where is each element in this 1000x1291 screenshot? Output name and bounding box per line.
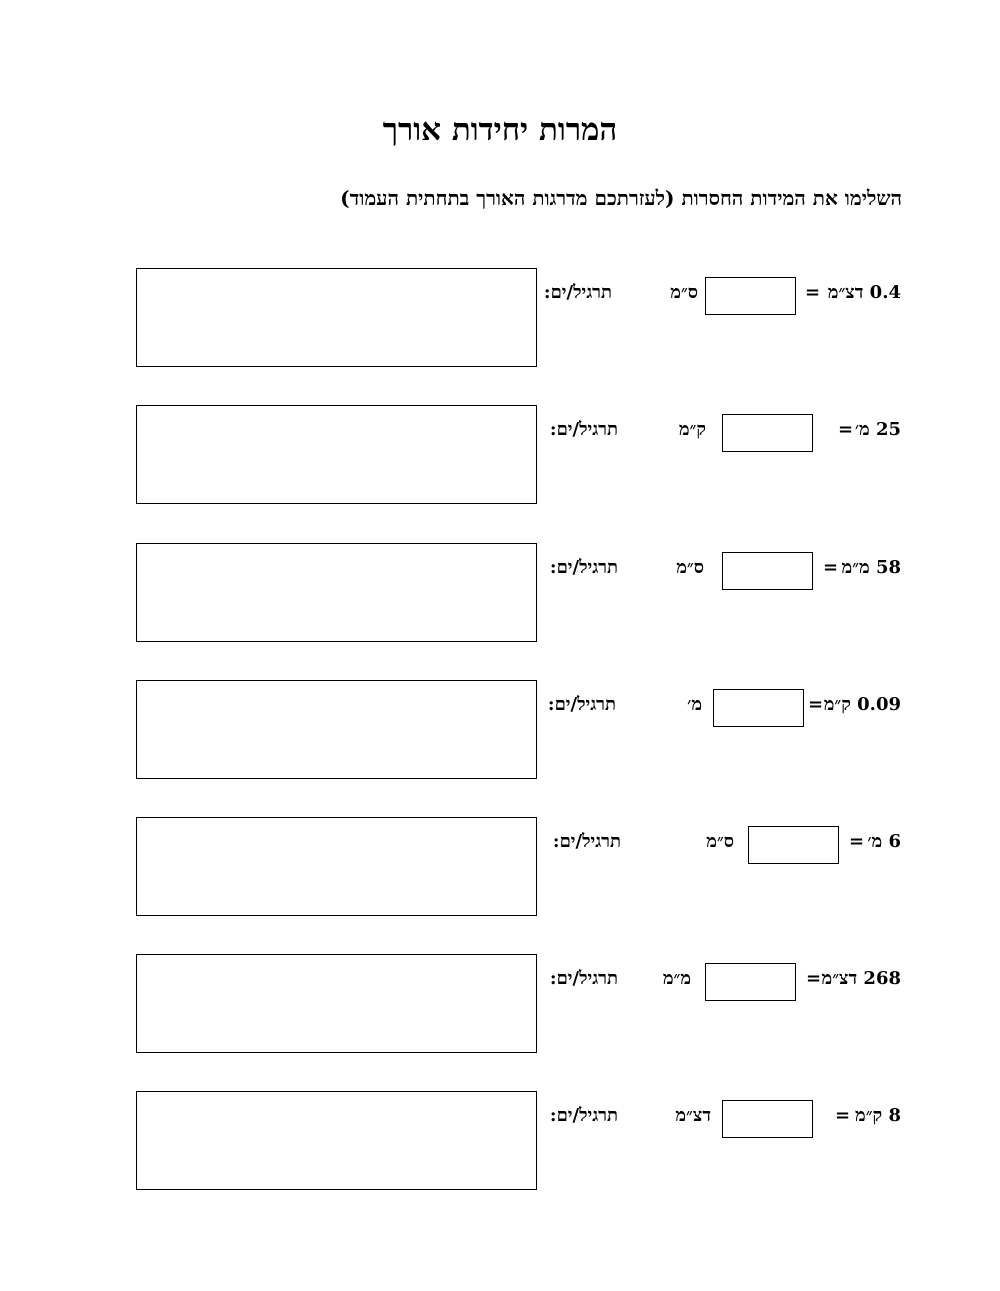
given-value: 0.4 דצ״מ — [827, 282, 901, 303]
work-area-4[interactable] — [136, 680, 537, 779]
work-area-3[interactable] — [136, 543, 537, 642]
exercise-row-3 — [0, 543, 1000, 643]
equals-sign: = — [838, 419, 854, 440]
exercise-label: תרגיל/ים: — [543, 282, 612, 303]
work-area-5[interactable] — [136, 817, 537, 916]
instructions: השלימו את המידות החסרות (לעזרתכם מדרגות האורך בתחתית העמוד) — [340, 186, 902, 210]
equals-sign: = — [806, 968, 822, 989]
target-unit: דצ״מ — [675, 1105, 711, 1126]
exercise-row-6 — [0, 954, 1000, 1054]
exercise-row-2 — [0, 405, 1000, 505]
exercise-row-1 — [0, 268, 1000, 368]
target-unit: ס״מ — [706, 831, 734, 852]
given-value: 8 ק״מ — [855, 1105, 901, 1126]
exercise-label: תרגיל/ים: — [549, 1105, 618, 1126]
answer-box-5[interactable] — [748, 826, 839, 864]
exercise-label: תרגיל/ים: — [552, 831, 621, 852]
exercise-row-4 — [0, 680, 1000, 780]
answer-box-4[interactable] — [713, 689, 804, 727]
target-unit: מ׳ — [687, 694, 702, 715]
answer-box-6[interactable] — [705, 963, 796, 1001]
given-value: 25 מ׳ — [854, 419, 901, 440]
target-unit: מ״מ — [662, 968, 691, 989]
equals-sign: = — [808, 694, 824, 715]
answer-box-1[interactable] — [705, 277, 796, 315]
exercise-label: תרגיל/ים: — [547, 694, 616, 715]
work-area-1[interactable] — [136, 268, 537, 367]
work-area-7[interactable] — [136, 1091, 537, 1190]
equals-sign: = — [849, 831, 865, 852]
given-value: 6 מ׳ — [867, 831, 901, 852]
exercise-label: תרגיל/ים: — [549, 419, 618, 440]
given-value: 268 דצ״מ — [821, 968, 901, 989]
equals-sign: = — [805, 282, 821, 303]
equals-sign: = — [823, 557, 839, 578]
equals-sign: = — [835, 1105, 851, 1126]
work-area-6[interactable] — [136, 954, 537, 1053]
given-value: 0.09 ק״מ — [823, 694, 901, 715]
answer-box-2[interactable] — [722, 414, 813, 452]
answer-box-7[interactable] — [722, 1100, 813, 1138]
exercise-row-5 — [0, 817, 1000, 917]
page-title: המרות יחידות אורך — [382, 112, 618, 148]
target-unit: ק״מ — [678, 419, 706, 440]
exercise-label: תרגיל/ים: — [549, 557, 618, 578]
exercise-row-7 — [0, 1091, 1000, 1191]
target-unit: ס״מ — [676, 557, 704, 578]
exercise-label: תרגיל/ים: — [549, 968, 618, 989]
given-value: 58 מ״מ — [841, 557, 901, 578]
work-area-2[interactable] — [136, 405, 537, 504]
answer-box-3[interactable] — [722, 552, 813, 590]
target-unit: ס״מ — [670, 282, 698, 303]
